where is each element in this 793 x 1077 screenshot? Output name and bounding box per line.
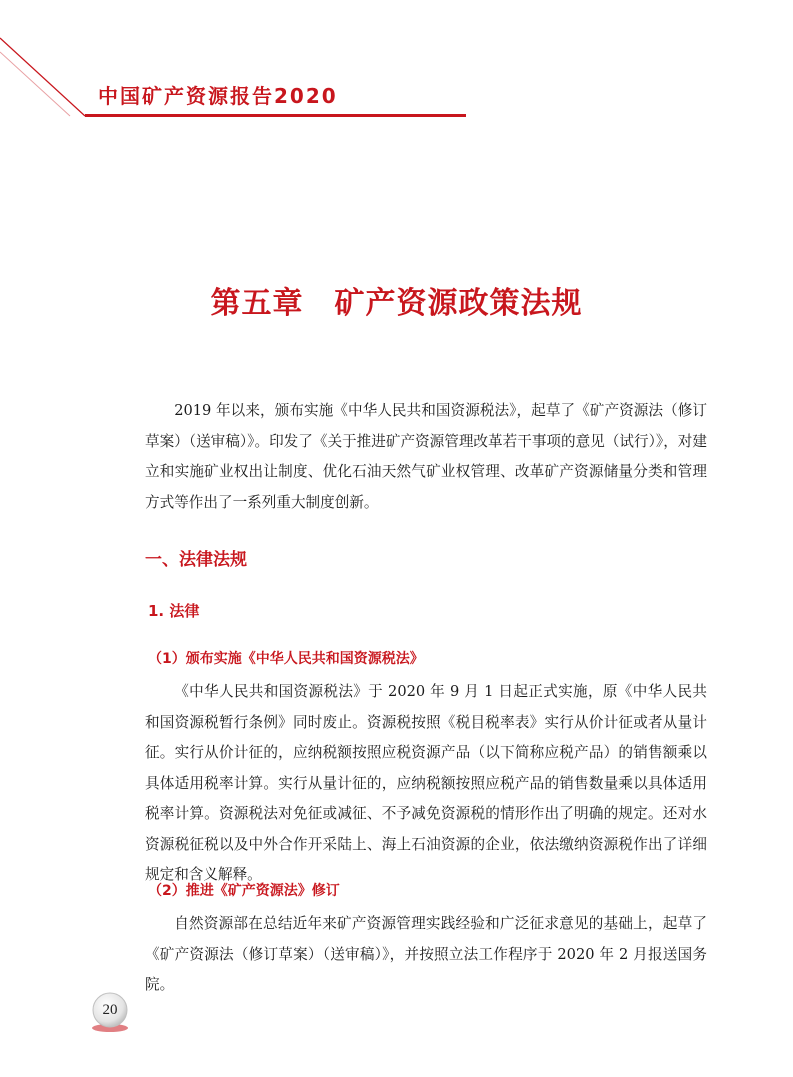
chapter-title: 第五章 矿产资源政策法规 (210, 286, 583, 321)
item-body-1: 《中华人民共和国资源税法》于 2020 年 9 月 1 日起正式实施，原《中华人民共和国资源税暂行条例》同时废止。资源税按照《税目税率表》实行从价计征或者从量计征。实行从价计征的，应纳税额按照应税资源产品（以下简称应税产品）的销售额乘以具体适用税率计算。实行从量计征的，应纳税额按照应税产品的销售数量乘以具体适用税率计算。资源税法对免征或减征、不予减免资源税的情形作出了明确的规定。还对水资源税征税以及中外合作开采陆上、海上石油资源的企业，依法缴纳资源税作出了详细规定和含义解释。 (145, 683, 707, 883)
section-heading: 一、法律法规 (145, 550, 247, 570)
item-heading-2: （2）推进《矿产资源法》修订 (148, 883, 340, 899)
header-decoration (0, 0, 793, 130)
header-diagonal-line-outer (0, 38, 85, 116)
intro-paragraph: 2019 年以来，颁布实施《中华人民共和国资源税法》，起草了《矿产资源法（修订草案）（送审稿）》。印发了《关于推进矿产资源管理改革若干事项的意见（试行）》，对建立和实施矿业权出让制度、优化石油天然气矿业权管理、改革矿产资源储量分类和管理方式等作出了一系列重大制度创新。 (145, 402, 707, 511)
item-heading-1: （1）颁布实施《中华人民共和国资源税法》 (148, 651, 424, 667)
header-rule (85, 114, 466, 117)
page-number: 20 (102, 1002, 118, 1018)
running-title: 中国矿产资源报告2020 (98, 84, 338, 108)
subsection-heading: 1. 法律 (148, 602, 200, 620)
item-body-2: 自然资源部在总结近年来矿产资源管理实践经验和广泛征求意见的基础上，起草了《矿产资源法（修订草案）（送审稿）》，并按照立法工作程序于 2020 年 2 月报送国务院。 (145, 915, 707, 993)
header-diagonal-line-inner (0, 52, 70, 116)
